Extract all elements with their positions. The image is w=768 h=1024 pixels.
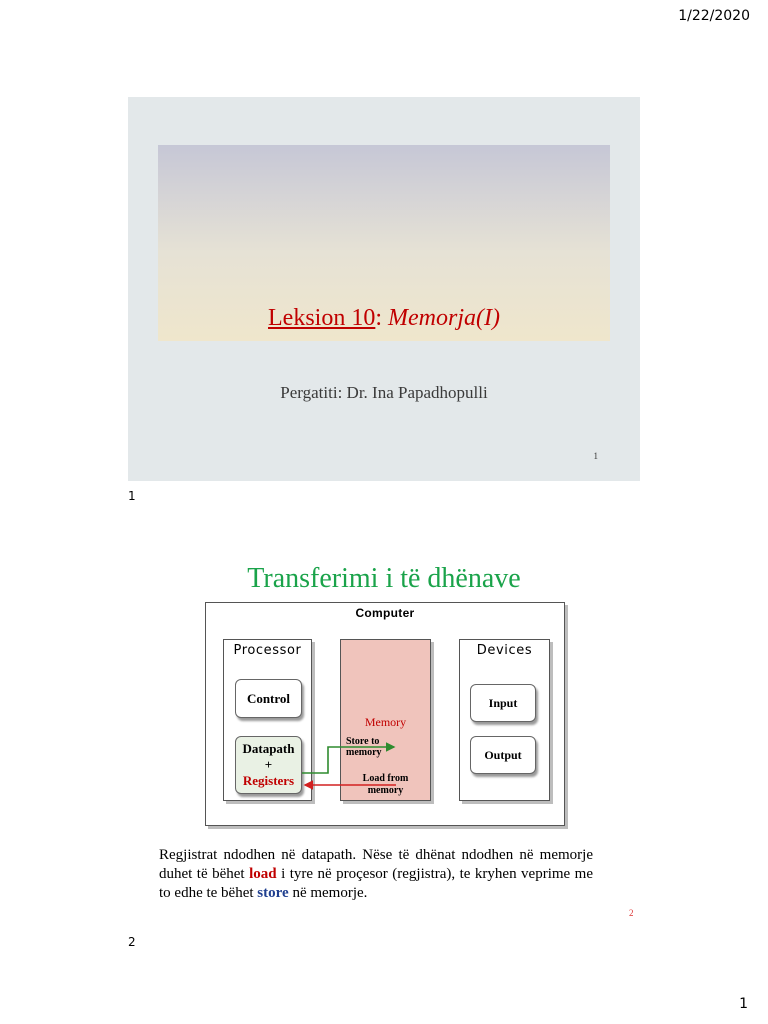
body-part-2: i tyre në proçesor (regjistra), te kryhen veprime me to edhe te bëhet [159, 866, 594, 901]
body-store: store [257, 885, 289, 901]
output-box: Output [470, 736, 536, 774]
page-number: 1 [739, 996, 748, 1012]
slide-2-body [159, 846, 593, 903]
title-lesson: Leksion 10 [268, 305, 376, 331]
control-box: Control [235, 679, 302, 718]
page-date: 1/22/2020 [678, 8, 750, 24]
slide-1-subtitle: Pergatiti: Dr. Ina Papadhopulli [280, 383, 488, 402]
store-arrow [302, 747, 394, 773]
body-load: load [249, 866, 277, 882]
body-part-1: Regjistrat ndodhen në datapath. Nëse të dhënat ndodhen në memorje duhet të bëhet [159, 847, 593, 882]
load-line-2: memory [367, 785, 404, 796]
title-band [158, 145, 610, 341]
memory-label: Memory [364, 715, 407, 729]
computer-diagram [205, 602, 565, 826]
slide-2-number: 2 [629, 908, 634, 918]
slide-1 [128, 97, 640, 481]
store-line-2: memory [346, 747, 382, 758]
store-line-1: Store to [346, 736, 380, 747]
load-line-1: Load from [362, 773, 409, 784]
processor-label: Processor [233, 643, 302, 658]
slide-index-2: 2 [128, 935, 136, 949]
transfer-arrows [206, 603, 564, 825]
body-part-3: në memorje. [288, 885, 368, 901]
datapath-label: Datapath [242, 741, 295, 756]
title-topic: Memorja(I) [388, 305, 500, 331]
datapath-plus: + [264, 757, 273, 772]
slide-1-title [158, 305, 610, 332]
slide-2-title: Transferimi i të dhënave [247, 563, 521, 594]
slide-1-number: 1 [593, 451, 598, 461]
input-box: Input [470, 684, 536, 722]
registers-label: Registers [242, 773, 295, 788]
title-colon: : [375, 305, 383, 331]
devices-label: Devices [476, 643, 533, 658]
slide-index-1: 1 [128, 489, 136, 503]
computer-label: Computer [355, 606, 415, 620]
